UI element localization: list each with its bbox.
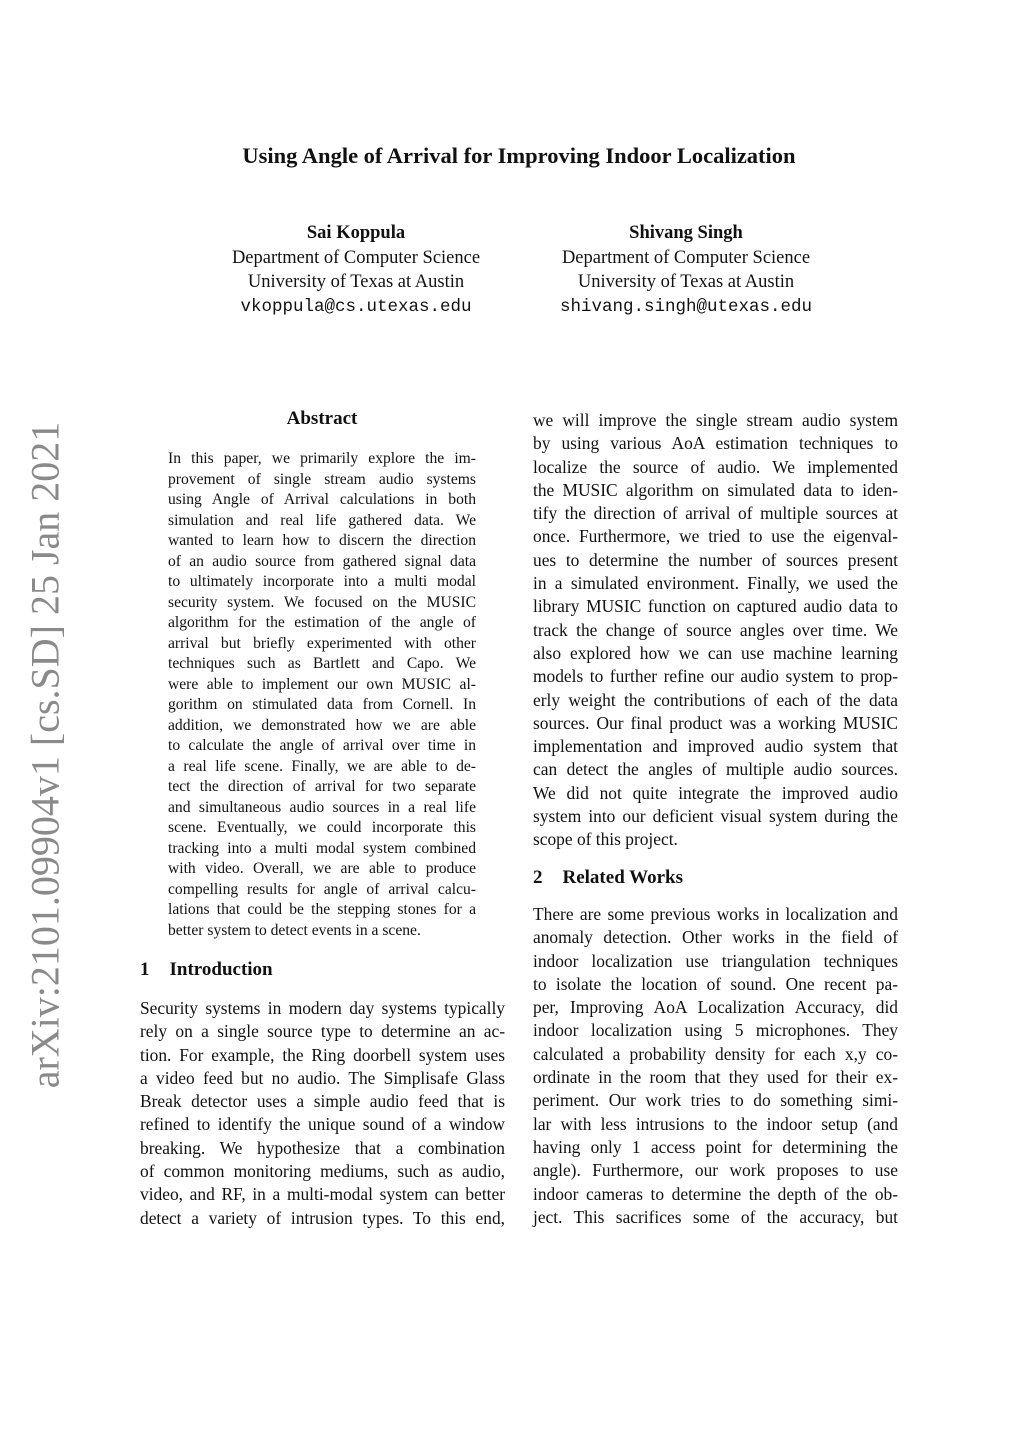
author-email[interactable]: shivang.singh@utexas.edu <box>559 296 813 317</box>
text-line: simulation and real life gathered data. We <box>168 511 476 529</box>
text-line: library MUSIC function on captured audio data to <box>533 596 898 617</box>
text-line: localize the source of audio. We implemented <box>533 456 898 477</box>
text-line: Security systems in modern day systems typically <box>140 998 505 1018</box>
text-line: we will improve the single stream audio system <box>533 410 898 430</box>
text-line: tify the direction of arrival of multiple sources at <box>533 503 898 524</box>
text-line: tect the direction of arrival for two separate <box>168 778 476 795</box>
section-number: 1 <box>140 959 150 980</box>
text-line: to calculate the angle of arrival over time in <box>168 737 476 754</box>
text-line: to isolate the location of sound. One recent pa- <box>533 973 898 994</box>
text-line: gorithm on stimulated data from Cornell. In <box>168 696 476 713</box>
text-line: of an audio source from gathered signal data <box>168 552 476 570</box>
text-line: better system to detect events in a scene. <box>168 921 421 939</box>
text-line: the MUSIC algorithm on simulated data to iden- <box>533 479 898 500</box>
text-line: lar with less intrusions to the indoor setup (and <box>533 1113 898 1134</box>
author-email[interactable]: vkoppula@cs.utexas.edu <box>240 296 472 317</box>
text-line: detect a variety of intrusion types. To this end, <box>140 1207 505 1228</box>
text-line: were able to implement our own MUSIC al- <box>168 675 476 693</box>
text-line: rely on a single source type to determine an ac- <box>140 1021 505 1042</box>
text-line: by using various AoA estimation techniques to <box>533 433 898 454</box>
text-line: indoor localization use triangulation techniques <box>533 950 898 971</box>
section-heading-introduction <box>140 959 273 981</box>
author-univ: University of Texas at Austin <box>577 272 795 292</box>
text-line: ues to determine the number of sources present <box>533 549 898 570</box>
author-2 <box>530 221 842 319</box>
text-line: also explored how we can use machine learning <box>533 642 898 663</box>
text-line: calculated a probability density for each x,y co- <box>533 1043 898 1064</box>
text-line: ordinate in the room that they used for their ex- <box>533 1067 898 1088</box>
text-line: scene. Eventually, we could incorporate this <box>168 819 476 836</box>
related-works-body <box>533 903 898 1229</box>
text-line: provement of single stream audio systems <box>168 470 476 488</box>
author-dept: Department of Computer Science <box>561 247 811 268</box>
text-line: erly weight the contributions of each of the data <box>533 689 898 710</box>
text-line: tion. For example, the Ring doorbell system uses <box>140 1044 505 1065</box>
text-line: periment. Our work tries to do something simi- <box>533 1090 898 1111</box>
text-line: techniques such as Bartlett and Capo. We <box>168 655 476 672</box>
author-dept: Department of Computer Science <box>231 247 481 268</box>
text-line: refined to identify the unique sound of a window <box>140 1114 505 1135</box>
text-line: with video. Overall, we are able to produce <box>168 860 476 877</box>
text-line: implementation and improved audio system that <box>533 736 898 757</box>
section-title: Related Works <box>562 867 684 888</box>
text-line: video, and RF, in a multi-modal system can better <box>140 1184 505 1205</box>
text-line: per, Improving AoA Localization Accuracy, did <box>533 997 898 1018</box>
text-line: having only 1 access point for determining the <box>533 1136 898 1157</box>
text-line: a video feed but no audio. The Simplisafe Glass <box>140 1067 505 1088</box>
introduction-body <box>140 997 505 1230</box>
text-line: ject. This sacrifices some of the accuracy, but <box>533 1206 898 1227</box>
section-title: Introduction <box>169 959 273 980</box>
author-univ: University of Texas at Austin <box>247 272 465 292</box>
text-line: There are some previous works in localization and <box>533 904 898 924</box>
text-line: addition, we demonstrated how we are able <box>168 716 476 734</box>
text-line: a real life scene. Finally, we are able to de- <box>168 757 476 775</box>
text-line: and simultaneous audio sources in a real life <box>168 798 476 816</box>
author-name: Sai Koppula <box>306 223 406 243</box>
text-line: security system. We focused on the MUSIC <box>168 593 476 611</box>
text-line: can detect the angles of multiple audio sources. <box>533 759 898 780</box>
text-line: angle). Furthermore, our work proposes to use <box>533 1160 898 1181</box>
text-line: sources. Our final product was a working MUSIC <box>533 712 898 733</box>
text-line: algorithm for the estimation of the angle of <box>168 614 476 631</box>
text-line: wanted to learn how to discern the direction <box>168 532 476 549</box>
text-line: system into our deficient visual system during the <box>533 806 898 827</box>
abstract-body <box>168 449 476 941</box>
paper-title: Using Angle of Arrival for Improving Indoor Localization <box>242 143 796 168</box>
text-line: to ultimately incorporate into a multi modal <box>168 573 476 590</box>
text-line: Break detector uses a simple audio feed that is <box>140 1091 505 1112</box>
text-line: compelling results for angle of arrival calcu- <box>168 880 476 898</box>
text-line: We did not quite integrate the improved audio <box>533 782 898 803</box>
text-line: In this paper, we primarily explore the im- <box>168 450 476 467</box>
text-line: models to further refine our audio system to prop- <box>533 666 898 687</box>
text-line: track the change of source angles over time. We <box>533 619 898 640</box>
author-name: Shivang Singh <box>629 223 743 243</box>
text-line: indoor localization using 5 microphones. They <box>533 1020 898 1041</box>
text-line: tracking into a multi modal system combined <box>168 839 476 857</box>
author-1 <box>200 221 512 319</box>
text-line: scope of this project. <box>533 829 678 850</box>
arxiv-stamp: arXiv:2101.09904v1 [cs.SD] 25 Jan 2021 <box>22 421 68 1089</box>
text-line: in a simulated environment. Finally, we used the <box>533 573 898 594</box>
text-line: anomaly detection. Other works in the field of <box>533 927 898 948</box>
text-line: using Angle of Arrival calculations in both <box>168 491 476 508</box>
text-line: of common monitoring mediums, such as audio, <box>140 1161 505 1182</box>
section-heading-related-works <box>533 867 683 889</box>
abstract-heading: Abstract <box>286 408 358 429</box>
text-line: breaking. We hypothesize that a combination <box>140 1137 505 1158</box>
section-number: 2 <box>533 867 543 888</box>
introduction-continued <box>533 409 898 852</box>
text-line: once. Furthermore, we tried to use the eigenval- <box>533 526 898 547</box>
text-line: arrival but briefly experimented with other <box>168 634 476 652</box>
text-line: indoor cameras to determine the depth of the ob- <box>533 1183 898 1204</box>
text-line: lations that could be the stepping stones for a <box>168 901 476 918</box>
